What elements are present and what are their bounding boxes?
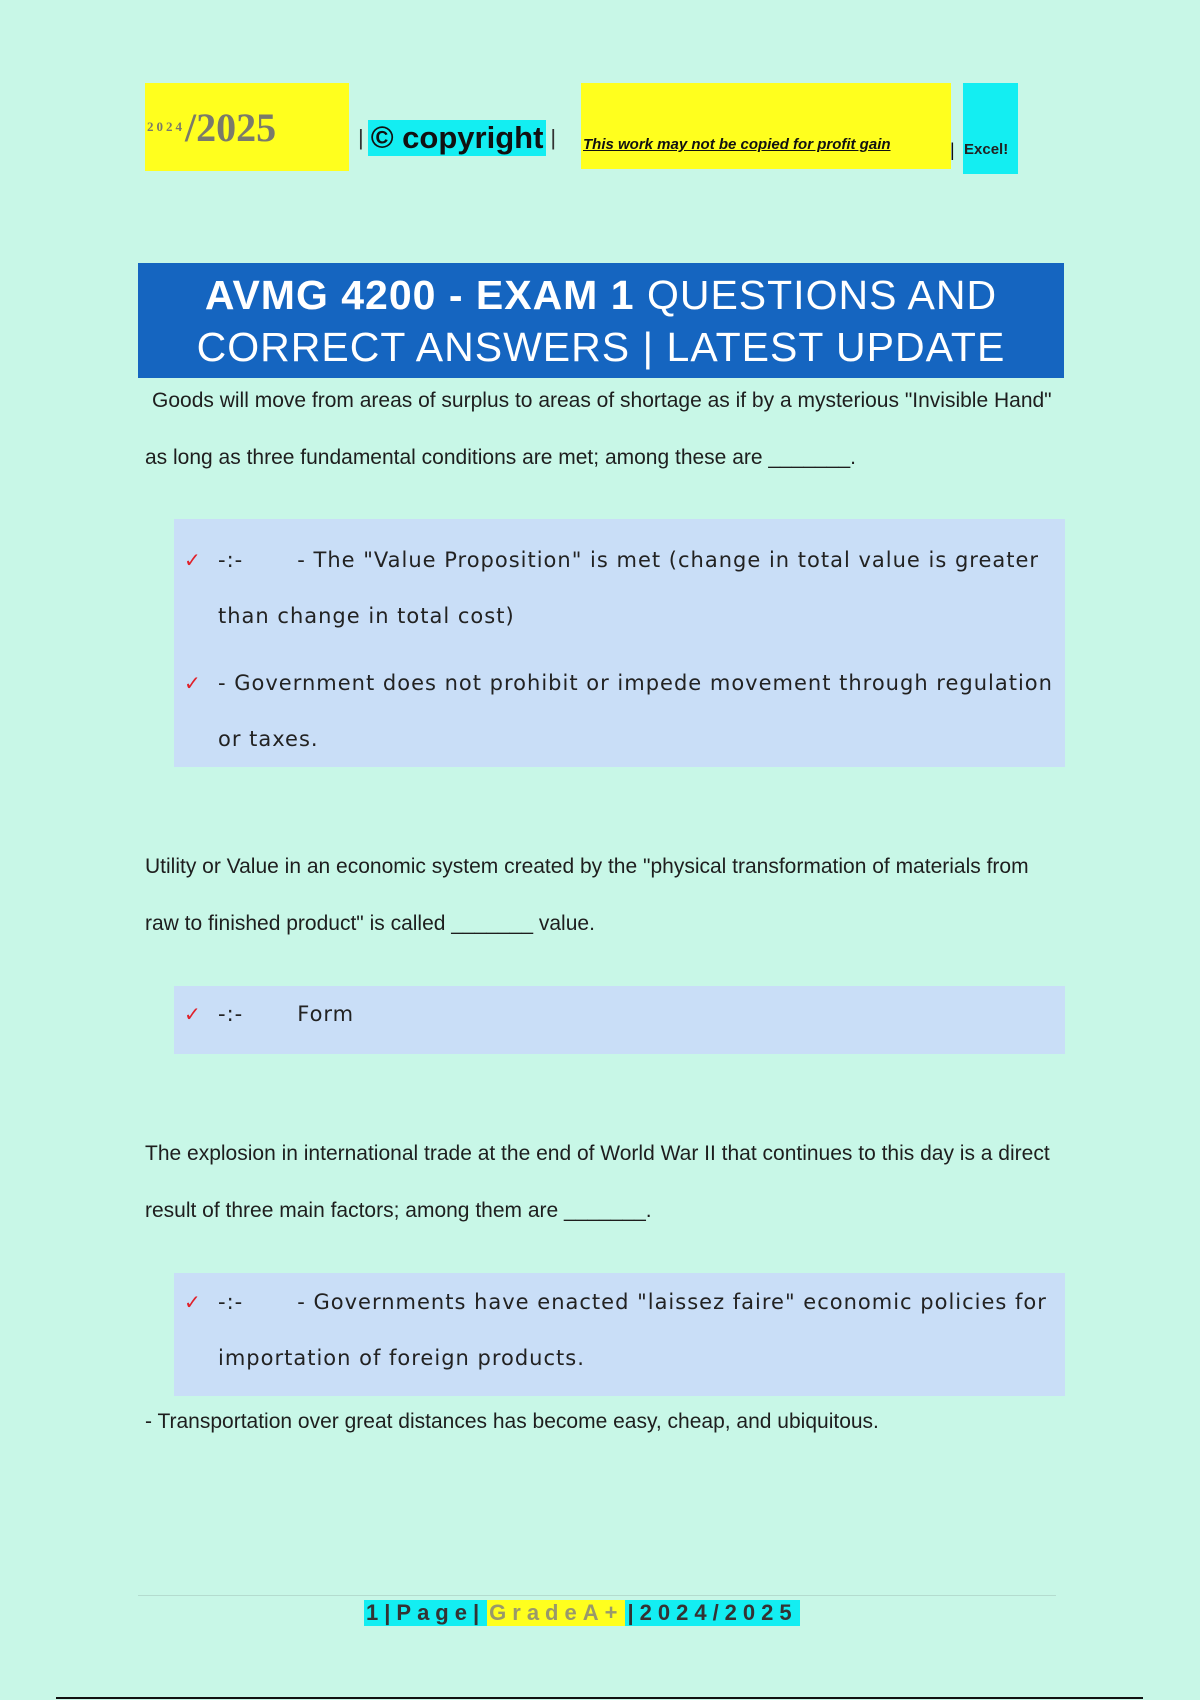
header-pipe-right: | xyxy=(550,125,557,150)
question-2: Utility or Value in an economic system created by the "physical transformation of materials from raw to finished product" is called _______ value. xyxy=(145,855,1029,935)
answer-item xyxy=(174,655,1065,767)
header-year-big: /2025 xyxy=(185,104,277,150)
header-year-small: 2024 xyxy=(147,119,185,134)
answer-box-3 xyxy=(174,1273,1065,1396)
page-footer xyxy=(364,1599,800,1627)
answer-prefix: -:- xyxy=(218,548,244,572)
page-title xyxy=(138,263,1064,378)
answer-text: - Government does not prohibit or impede movement through regulation or taxes. xyxy=(218,671,1053,751)
question-3: The explosion in international trade at the end of World War II that continues to this day is a direct result of three main factors; among them are _______. xyxy=(145,1142,1050,1222)
answer-text: - Governments have enacted "laissez faire" economic policies for importation of foreign products. xyxy=(218,1290,1047,1370)
header-year-box xyxy=(145,83,349,171)
question-1: Goods will move from areas of surplus to areas of shortage as if by a mysterious "Invisible Hand" as long as three fundamental conditions are met; among these are _______. xyxy=(145,389,1052,469)
header-copyright-group xyxy=(358,118,556,158)
answer-text: Form xyxy=(297,1002,355,1026)
header-pipe-excel: | xyxy=(950,140,955,160)
answer-item xyxy=(174,532,1065,644)
footer-divider xyxy=(138,1595,1056,1596)
answer-text: - The "Value Proposition" is met (change in total value is greater than change in total cost) xyxy=(218,548,1040,628)
answer-box-1 xyxy=(174,519,1065,767)
header-notice: This work may not be copied for profit gain xyxy=(583,136,891,153)
footer-grade: GradeA+ xyxy=(489,1600,624,1625)
header-copyright: © copyright xyxy=(368,120,547,156)
check-mark-icon: ✓ xyxy=(184,1002,202,1026)
title-rest: QUESTIONS AND xyxy=(634,272,998,318)
footer-page-number: 1|Page| xyxy=(366,1600,486,1625)
answer-prefix: -:- xyxy=(218,1290,244,1314)
answer-prefix: -:- xyxy=(218,1002,244,1026)
answer-continuation: - Transportation over great distances has become easy, cheap, and ubiquitous. xyxy=(145,1410,879,1433)
answer-box-2 xyxy=(174,986,1065,1054)
check-mark-icon: ✓ xyxy=(184,1290,202,1314)
footer-year: |2024/2025 xyxy=(627,1600,798,1625)
header-excel: Excel! xyxy=(964,141,1009,158)
answer-item xyxy=(174,1274,1065,1386)
header-pipe-left: | xyxy=(358,125,364,150)
header-excel-box xyxy=(963,83,1018,174)
title-line2: CORRECT ANSWERS | LATEST UPDATE xyxy=(196,324,1006,370)
header-notice-box xyxy=(581,83,951,169)
check-mark-icon: ✓ xyxy=(184,671,202,695)
answer-item xyxy=(174,986,1065,1042)
check-mark-icon: ✓ xyxy=(184,548,202,572)
bottom-divider xyxy=(56,1697,1143,1699)
title-bold: AVMG 4200 - EXAM 1 xyxy=(204,272,635,318)
